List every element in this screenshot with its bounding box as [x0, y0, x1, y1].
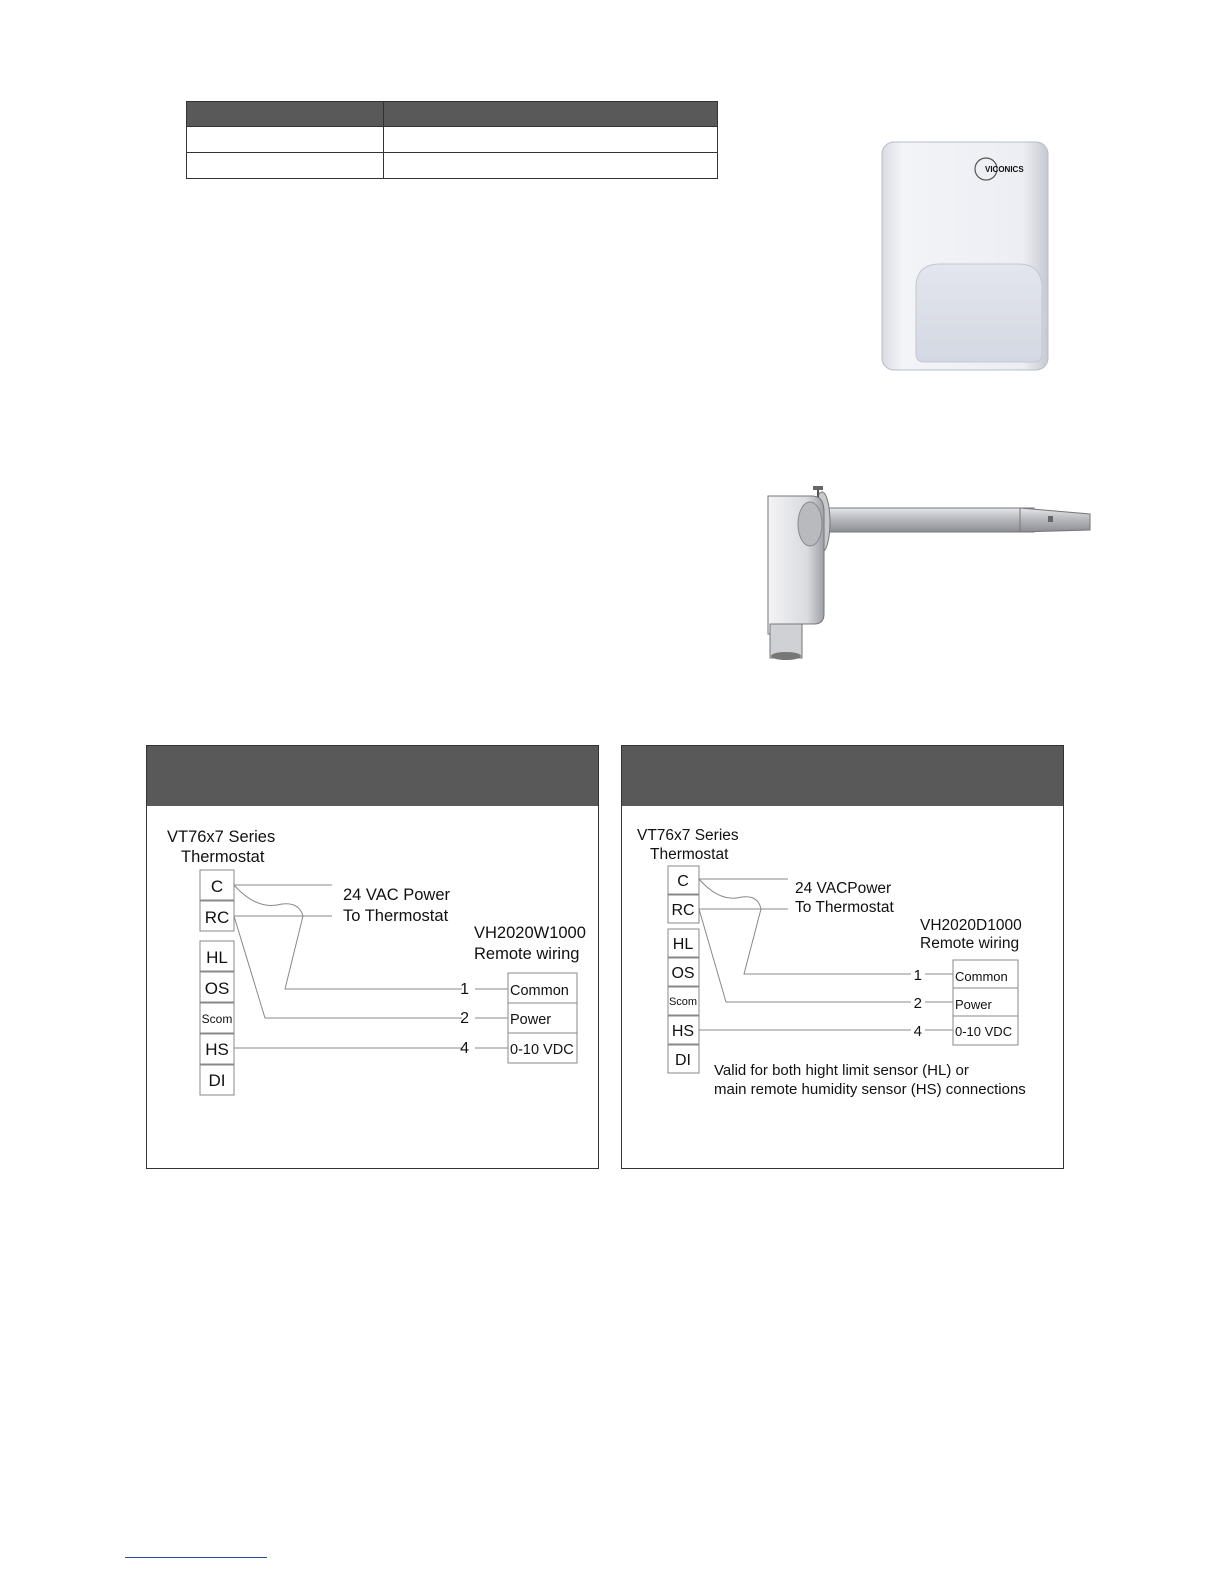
wall-humidity-sensor-image [876, 138, 1062, 376]
wiring-panel-wall [146, 745, 599, 1169]
spec-table-cell [384, 153, 718, 179]
wiring-panel-duct [621, 745, 1064, 1169]
remote-model: VH2020D1000 [920, 917, 1022, 934]
brand-logo: VICONICS [985, 165, 1024, 174]
spec-table-cell [187, 102, 384, 127]
terminal-di: DI [675, 1052, 691, 1069]
wire-number-4: 4 [460, 1040, 469, 1057]
terminal-di: DI [208, 1071, 226, 1090]
spec-table-header-row [187, 102, 718, 127]
remote-title: Remote wiring [474, 945, 580, 963]
spec-table-cell [187, 153, 384, 179]
spec-table-row [187, 127, 718, 153]
thermostat-subtitle: Thermostat [181, 848, 265, 866]
terminal-c: C [677, 873, 689, 890]
thermostat-title: VT76x7 Series [167, 828, 276, 846]
connection-note-line2: main remote humidity sensor (HS) connections [714, 1081, 1026, 1098]
spec-table-row [187, 153, 718, 179]
remote-title: Remote wiring [920, 935, 1020, 952]
power-label-line1: 24 VAC Power [343, 886, 450, 904]
panel-header [622, 746, 1063, 806]
sensor-terminal-common: Common [510, 983, 569, 999]
wiring-diagram-duct [622, 806, 1064, 1168]
terminal-hl: HL [206, 948, 228, 967]
panel-header [147, 746, 598, 806]
wire-number-1: 1 [460, 981, 469, 998]
sensor-terminal-signal: 0-10 VDC [510, 1042, 574, 1058]
spec-table-cell [384, 127, 718, 153]
terminal-os: OS [204, 979, 230, 998]
spec-table-cell [187, 127, 384, 153]
duct-humidity-sensor-image [752, 484, 1097, 662]
terminal-scom: Scom [668, 996, 698, 1008]
power-label-line2: To Thermostat [795, 899, 894, 916]
thermostat-subtitle: Thermostat [650, 846, 729, 863]
sensor-terminal-power: Power [955, 997, 992, 1012]
spec-table [186, 101, 718, 179]
remote-model: VH2020W1000 [474, 924, 586, 942]
terminal-c: C [210, 877, 224, 896]
sensor-terminal-power: Power [510, 1012, 552, 1028]
wire-number-1: 1 [913, 967, 922, 984]
power-label-line1: 24 VACPower [795, 880, 892, 897]
wire-number-2: 2 [913, 995, 922, 1012]
power-label-line2: To Thermostat [343, 907, 449, 925]
spec-table-cell [384, 102, 718, 127]
connection-note-line1: Valid for both hight limit sensor (HL) or [714, 1062, 969, 1079]
footnote-separator [125, 1557, 267, 1558]
wire-number-2: 2 [460, 1010, 469, 1027]
terminal-hs: HS [671, 1023, 695, 1040]
sensor-terminal-common: Common [955, 969, 1008, 984]
sensor-terminal-signal: 0-10 VDC [955, 1024, 1013, 1039]
terminal-os: OS [671, 965, 695, 982]
thermostat-title: VT76x7 Series [637, 827, 739, 844]
wiring-diagram-wall [147, 806, 599, 1168]
terminal-hs: HS [205, 1040, 229, 1059]
terminal-hl: HL [672, 936, 694, 953]
terminal-rc: RC [204, 908, 230, 927]
wire-number-4: 4 [913, 1023, 922, 1040]
terminal-rc: RC [671, 902, 695, 919]
terminal-scom: Scom [201, 1012, 233, 1026]
